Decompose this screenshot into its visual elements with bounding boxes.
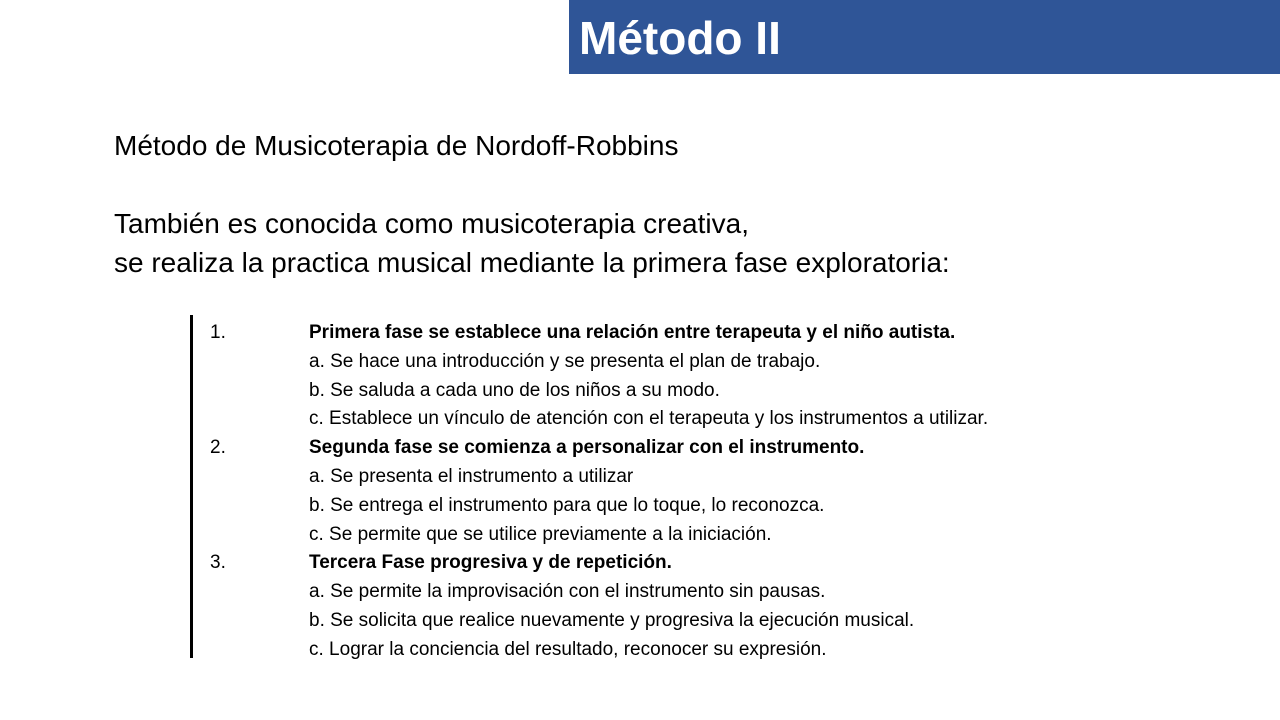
phase-list [210,319,988,665]
phase-list-block [190,315,1153,658]
phase-1-number: 1. [210,322,226,343]
slide-subtitle: Método de Musicoterapia de Nordoff-Robbins [114,130,679,161]
phase-3-row [210,549,988,578]
title-bar [569,0,1280,74]
phase-2-number: 2. [210,437,226,459]
phase-2-item-a: a. Se presenta el instrumento a utilizar [309,465,634,487]
phase-1-item-a: a. Se hace una introducción y se presenta el plan de trabajo. [309,350,821,372]
phase-1-title: Primera fase se establece una relación entre terapeuta y el niño autista. [309,322,956,343]
phase-2-item-c: c. Se permite que se utilice previamente a la iniciación. [309,523,772,545]
phase-3-item-a: a. Se permite la improvisación con el instrumento sin pausas. [309,581,826,603]
phase-3-item-c: c. Lograr la conciencia del resultado, reconocer su expresión. [309,638,827,660]
slide-title: Método II [579,12,781,64]
intro-paragraph [114,204,950,282]
phase-2-title: Segunda fase se comienza a personalizar con el instrumento. [309,437,865,459]
phase-2-row [210,434,988,463]
phase-3-title: Tercera Fase progresiva y de repetición. [309,552,672,574]
intro-line: También es conocida como musicoterapia creativa, [114,208,749,239]
phase-1-row [210,319,988,348]
intro-line: se realiza la practica musical mediante la primera fase exploratoria: [114,247,950,278]
phase-3-number: 3. [210,552,226,574]
phase-2-item-b: b. Se entrega el instrumento para que lo toque, lo reconozca. [309,494,825,516]
phase-1-item-c: c. Establece un vínculo de atención con el terapeuta y los instrumentos a utilizar. [309,408,989,430]
phase-1-item-b: b. Se saluda a cada uno de los niños a su modo. [309,379,720,401]
phase-3-item-b: b. Se solicita que realice nuevamente y progresiva la ejecución musical. [309,609,915,631]
